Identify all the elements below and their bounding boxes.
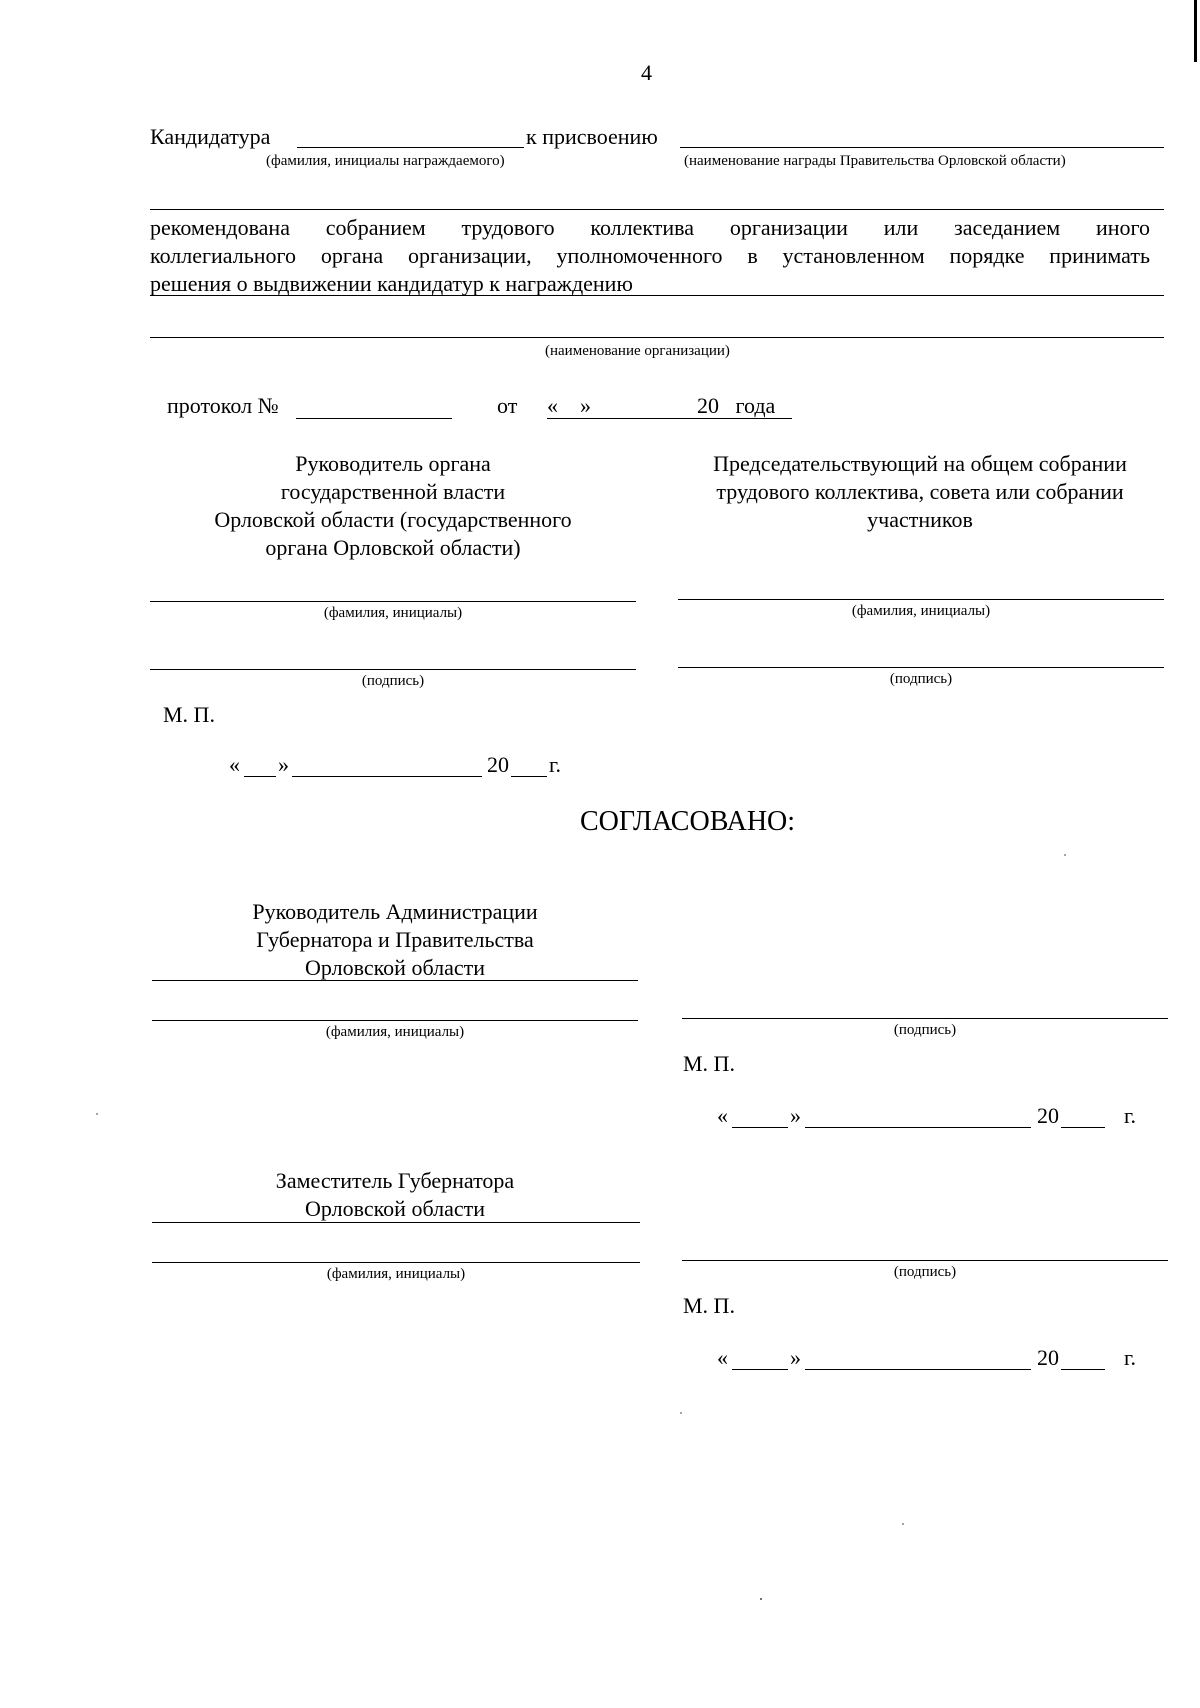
assignment-label: к присвоению [526,124,658,149]
approval-block1-date-open-quote: « [717,1103,728,1128]
left-signer-title-line-4: органа Орловской области) [265,535,521,560]
right-signer-name-line [678,599,1164,600]
approval-block1-date-day-line [732,1127,788,1128]
approval-block1-date-year-prefix: 20 [1037,1103,1059,1128]
approval-block1-date-year-suffix: г. [1124,1103,1137,1128]
protocol-label: протокол № [167,393,279,418]
left-signer-name-line [150,601,636,602]
approval-block2-name-line [152,1262,640,1263]
approval-block2-date-close-quote: » [790,1345,801,1370]
approval-block1-signature-caption: (подпись) [893,1022,957,1038]
scan-speck [1064,854,1066,856]
scan-speck [680,1412,682,1414]
approval-block1-title-line-3: Орловской области [305,955,485,980]
left-signer-name-caption: (фамилия, инициалы) [323,605,463,621]
left-date-year-prefix: 20 [487,752,509,777]
approval-block2-date-open-quote: « [717,1345,728,1370]
left-signer-signature-line [150,669,636,670]
protocol-number-line [296,418,452,419]
award-caption: (наименование награды Правительства Орловской области) [684,153,1066,169]
approval-block2-signature-line [682,1260,1168,1261]
award-name-line [680,147,1164,148]
approval-block2-date-day-line [732,1369,788,1370]
approval-block2-title [152,1167,638,1223]
approval-block1-date-close-quote: » [790,1103,801,1128]
approval-block1-title [152,898,638,982]
approval-block2-date-year-prefix: 20 [1037,1345,1059,1370]
organization-name-line [150,337,1164,338]
scan-edge-mark [1194,0,1197,62]
approval-block1-title-underline [152,980,638,981]
right-signer-name-caption: (фамилия, инициалы) [851,603,991,619]
candidacy-label: Кандидатура [150,124,271,149]
recommendation-line-1: рекомендована собранием трудового коллектива организации или заседанием иного [150,215,1150,240]
recommendation-line-3: решения о выдвижении кандидатур к награждению [150,271,633,296]
approval-block2-title-underline [152,1222,640,1223]
protocol-year-label: 20 года [697,393,776,418]
approval-block2-date-year-suffix: г. [1124,1345,1137,1370]
left-date-open-quote: « [229,752,240,777]
right-signer-title [676,450,1164,534]
left-date-year-line [511,776,547,777]
protocol-from-label: от [497,393,518,418]
approval-block1-name-caption: (фамилия, инициалы) [325,1024,465,1040]
approval-block2-date-year-line [1061,1369,1105,1370]
award-continuation-line [150,209,1164,210]
left-date-month-line [292,776,482,777]
left-seal-label: М. П. [163,702,215,727]
approval-heading: СОГЛАСОВАНО: [580,806,796,837]
approval-block1-signature-line [682,1018,1168,1019]
left-signer-title [150,450,636,562]
left-date-year-suffix: г. [549,752,562,777]
approval-block1-date-month-line [805,1127,1031,1128]
scan-speck [96,1113,98,1115]
recipient-caption: (фамилия, инициалы награждаемого) [266,153,505,169]
approval-block1-date-year-line [1061,1127,1105,1128]
approval-block2-name-caption: (фамилия, инициалы) [326,1266,466,1282]
right-signer-title-line-2: трудового коллектива, совета или собрании [716,479,1124,504]
recipient-name-line [297,147,524,148]
approval-block2-seal-label: М. П. [683,1293,735,1318]
right-signer-title-line-1: Председательствующий на общем собрании [713,451,1127,476]
left-date-day-line [244,776,276,777]
organization-caption: (наименование организации) [545,343,730,359]
right-signer-signature-caption: (подпись) [889,671,953,687]
left-date-close-quote: » [278,752,289,777]
approval-block2-signature-caption: (подпись) [893,1264,957,1280]
left-signer-title-line-3: Орловской области (государственного [214,507,572,532]
right-signer-title-line-3: участников [867,507,973,532]
scan-speck [760,1598,762,1600]
left-signer-title-line-1: Руководитель органа [295,451,491,476]
recommendation-underline [150,295,1164,296]
approval-block2-date-month-line [805,1369,1031,1370]
protocol-date-quotes: « » [547,393,591,418]
approval-block1-title-line-2: Губернатора и Правительства [256,927,534,952]
approval-block1-title-line-1: Руководитель Администрации [252,899,538,924]
left-signer-title-line-2: государственной власти [280,479,506,504]
approval-block2-title-line-1: Заместитель Губернатора [275,1168,515,1193]
scan-speck [902,1523,904,1525]
right-signer-signature-line [678,667,1164,668]
recommendation-line-2: коллегиального органа организации, уполномоченного в установленном порядке принимать [150,243,1150,268]
left-signer-signature-caption: (подпись) [361,673,425,689]
page-number: 4 [641,60,652,85]
approval-block1-name-line [152,1020,638,1021]
approval-block1-seal-label: М. П. [683,1051,735,1076]
approval-block2-title-line-2: Орловской области [305,1196,485,1221]
